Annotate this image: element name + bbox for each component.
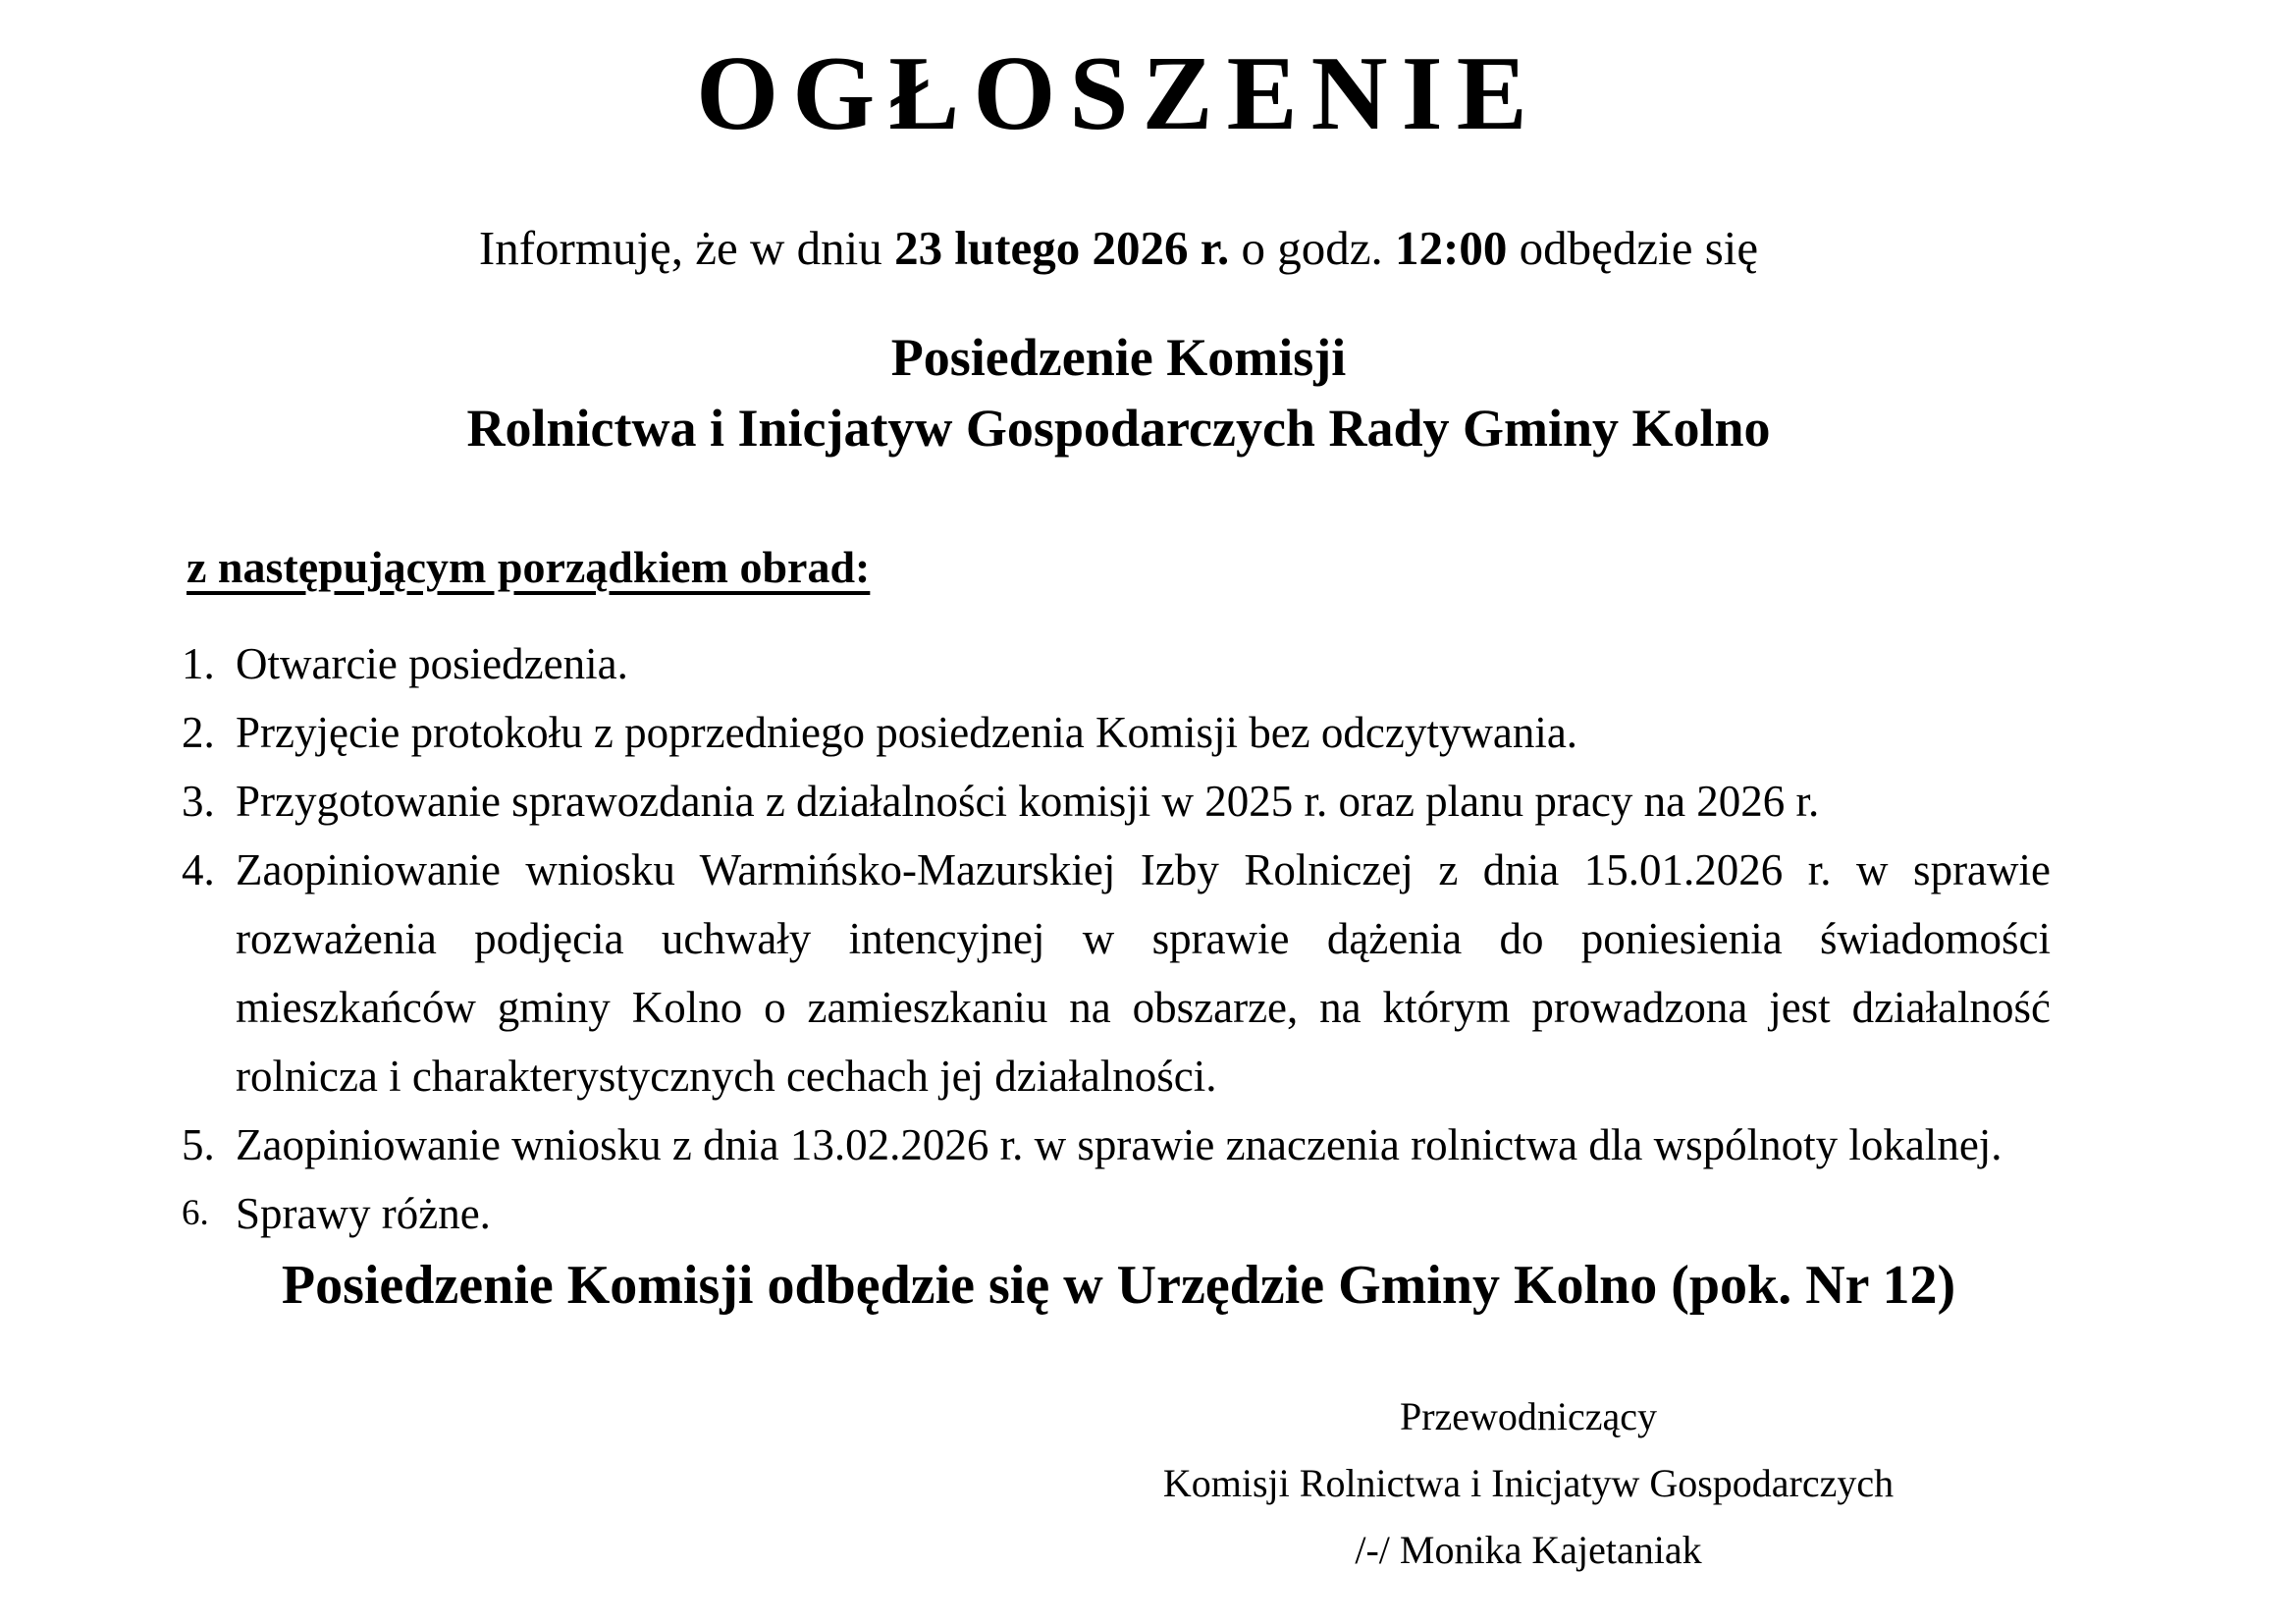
- agenda-item-4: [182, 836, 2051, 1110]
- agenda-item-1-number: 1.: [182, 638, 215, 688]
- agenda-item-6-number: 6.: [182, 1192, 209, 1233]
- agenda-item-2-text: Przyjęcie protokołu z poprzedniego posiedzenia Komisji bez odczytywania.: [236, 707, 1578, 757]
- committee-heading-line1: Posiedzenie Komisji: [890, 327, 1347, 387]
- agenda-item-2-number: 2.: [182, 707, 215, 757]
- committee-heading: [187, 322, 2051, 463]
- agenda-item-2: [182, 698, 2051, 767]
- intro-text-1: Informuję, że w dniu: [478, 220, 895, 275]
- agenda-item-3-number: 3.: [182, 776, 215, 826]
- signature-name: /-/ Monika Kajetaniak: [1355, 1527, 1702, 1572]
- agenda-item-6-text: Sprawy różne.: [236, 1188, 491, 1238]
- meeting-time: 12:00: [1395, 220, 1508, 275]
- meeting-date: 23 lutego 2026 r.: [894, 220, 1230, 275]
- agenda-list: [182, 629, 2051, 1248]
- agenda-item-4-text: Zaopiniowanie wniosku Warmińsko-Mazurskiej Izby Rolniczej z dnia 15.01.2026 r. w sprawie rozważenia podjęcia uchwały intencyjnej w sprawie dążenia do poniesienia świadomości mieszkańców gminy Kolno o zamieszkaniu na obszarze, na którym prowadzona jest działalność rolnicza i charakterystycznych cechach jej działalności.: [236, 844, 2051, 1101]
- meeting-location-line: Posiedzenie Komisji odbędzie się w Urzędzie Gminy Kolno (pok. Nr 12): [281, 1254, 1956, 1316]
- agenda-heading: z następującym porządkiem obrad:: [187, 541, 871, 592]
- agenda-item-1: [182, 629, 2051, 698]
- signature-role: Przewodniczący: [1399, 1393, 1658, 1438]
- agenda-item-6: [182, 1179, 2051, 1248]
- intro-text-2: o godz.: [1229, 220, 1395, 275]
- agenda-item-5-text: Zaopiniowanie wniosku z dnia 13.02.2026 r. w sprawie znaczenia rolnictwa dla wspólnoty lokalnej.: [236, 1119, 2002, 1169]
- agenda-item-4-number: 4.: [182, 844, 215, 894]
- agenda-item-5-number: 5.: [182, 1119, 215, 1169]
- committee-heading-line2: Rolnictwa i Inicjatyw Gospodarczych Rady Gminy Kolno: [466, 398, 1771, 458]
- document-title: OGŁOSZENIE: [696, 35, 1541, 152]
- agenda-item-5: [182, 1110, 2051, 1179]
- signature-block: [1087, 1383, 1970, 1584]
- signature-committee: Komisji Rolnictwa i Inicjatyw Gospodarczych: [1162, 1460, 1895, 1505]
- agenda-item-3-text: Przygotowanie sprawozdania z działalności komisji w 2025 r. oraz planu pracy na 2026 r.: [236, 776, 1820, 826]
- agenda-item-1-text: Otwarcie posiedzenia.: [236, 638, 628, 688]
- intro-text-3: odbędzie się: [1507, 220, 1759, 275]
- intro-line: [187, 218, 2051, 279]
- agenda-item-3: [182, 767, 2051, 836]
